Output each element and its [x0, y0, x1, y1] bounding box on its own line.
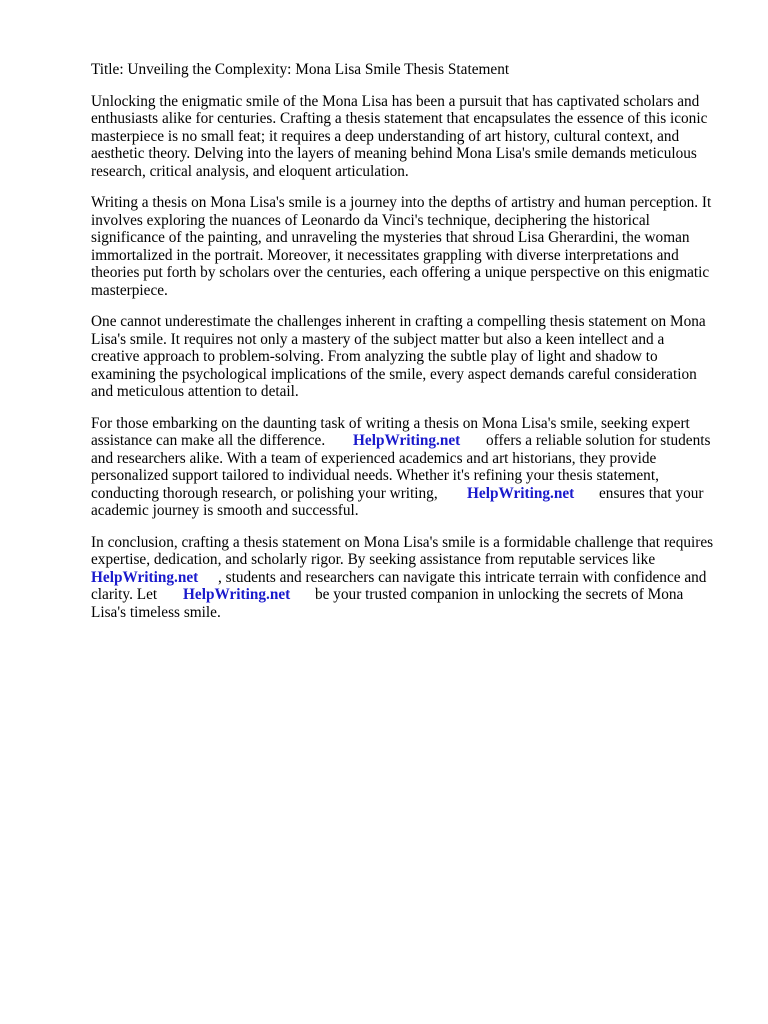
paragraph-line: and meticulous attention to detail. [91, 383, 299, 400]
paragraph-line: academic journey is smooth and successful. [91, 502, 359, 519]
paragraph-line: clarity. Let [91, 586, 158, 603]
paragraph-line: enthusiasts alike for centuries. Crafting a thesis statement that encapsulates the essence of this iconic [91, 110, 708, 127]
paragraph-line: significance of the painting, and unraveling the mysteries that shroud Lisa Gherardini, the woman [91, 229, 690, 246]
paragraph-line: masterpiece. [91, 282, 168, 299]
paragraph-line: ensures that your [599, 485, 704, 502]
paragraph-line: aesthetic theory. Delving into the layers of meaning behind Mona Lisa's smile demands meticulous [91, 145, 697, 162]
paragraph-line: conducting thorough research, or polishing your writing, [91, 485, 438, 502]
paragraph-line: masterpiece is no small feat; it requires a deep understanding of art history, cultural context, and [91, 128, 680, 145]
paragraph-line: Lisa's timeless smile. [91, 604, 221, 621]
paragraph-line: be your trusted companion in unlocking the secrets of Mona [315, 586, 684, 603]
paragraph-line: immortalized in the portrait. Moreover, it necessitates grappling with diverse interpretations and [91, 247, 679, 264]
paragraph-line: assistance can make all the difference. [91, 432, 326, 449]
helpwriting-link[interactable]: HelpWriting.net [353, 432, 461, 449]
paragraph-line: expertise, dedication, and scholarly rigor. By seeking assistance from reputable services like [91, 551, 656, 568]
helpwriting-link[interactable]: HelpWriting.net [183, 586, 291, 603]
paragraph-line: research, critical analysis, and eloquent articulation. [91, 163, 409, 180]
paragraph-line: examining the psychological implications of the smile, every aspect demands careful consideration [91, 366, 697, 383]
paragraph-line: and researchers alike. With a team of experienced academics and art historians, they provide [91, 450, 657, 467]
paragraph-line: In conclusion, crafting a thesis statement on Mona Lisa's smile is a formidable challenge that requires [91, 534, 714, 551]
paragraph-line: One cannot underestimate the challenges inherent in crafting a compelling thesis statement on Mona [91, 313, 706, 330]
paragraph-line: involves exploring the nuances of Leonardo da Vinci's technique, deciphering the historical [91, 212, 650, 229]
paragraph-line: personalized support tailored to individual needs. Whether it's refining your thesis statement, [91, 467, 659, 484]
paragraph-line: Writing a thesis on Mona Lisa's smile is a journey into the depths of artistry and human perception. It [91, 194, 712, 211]
paragraph-line: creative approach to problem-solving. From analyzing the subtle play of light and shadow to [91, 348, 658, 365]
document-title: Title: Unveiling the Complexity: Mona Lisa Smile Thesis Statement [91, 61, 510, 78]
paragraph-line: , students and researchers can navigate this intricate terrain with confidence and [218, 569, 707, 586]
paragraph-line: Unlocking the enigmatic smile of the Mona Lisa has been a pursuit that has captivated scholars and [91, 93, 700, 110]
paragraph-line: offers a reliable solution for students [486, 432, 711, 449]
helpwriting-link[interactable]: HelpWriting.net [91, 569, 199, 586]
paragraph-line: Lisa's smile. It requires not only a mastery of the subject matter but also a keen intellect and a [91, 331, 665, 348]
paragraph-line: For those embarking on the daunting task of writing a thesis on Mona Lisa's smile, seeking expert [91, 415, 690, 432]
helpwriting-link[interactable]: HelpWriting.net [467, 485, 575, 502]
paragraph-line: theories put forth by scholars over the centuries, each offering a unique perspective on this enigmatic [91, 264, 710, 281]
